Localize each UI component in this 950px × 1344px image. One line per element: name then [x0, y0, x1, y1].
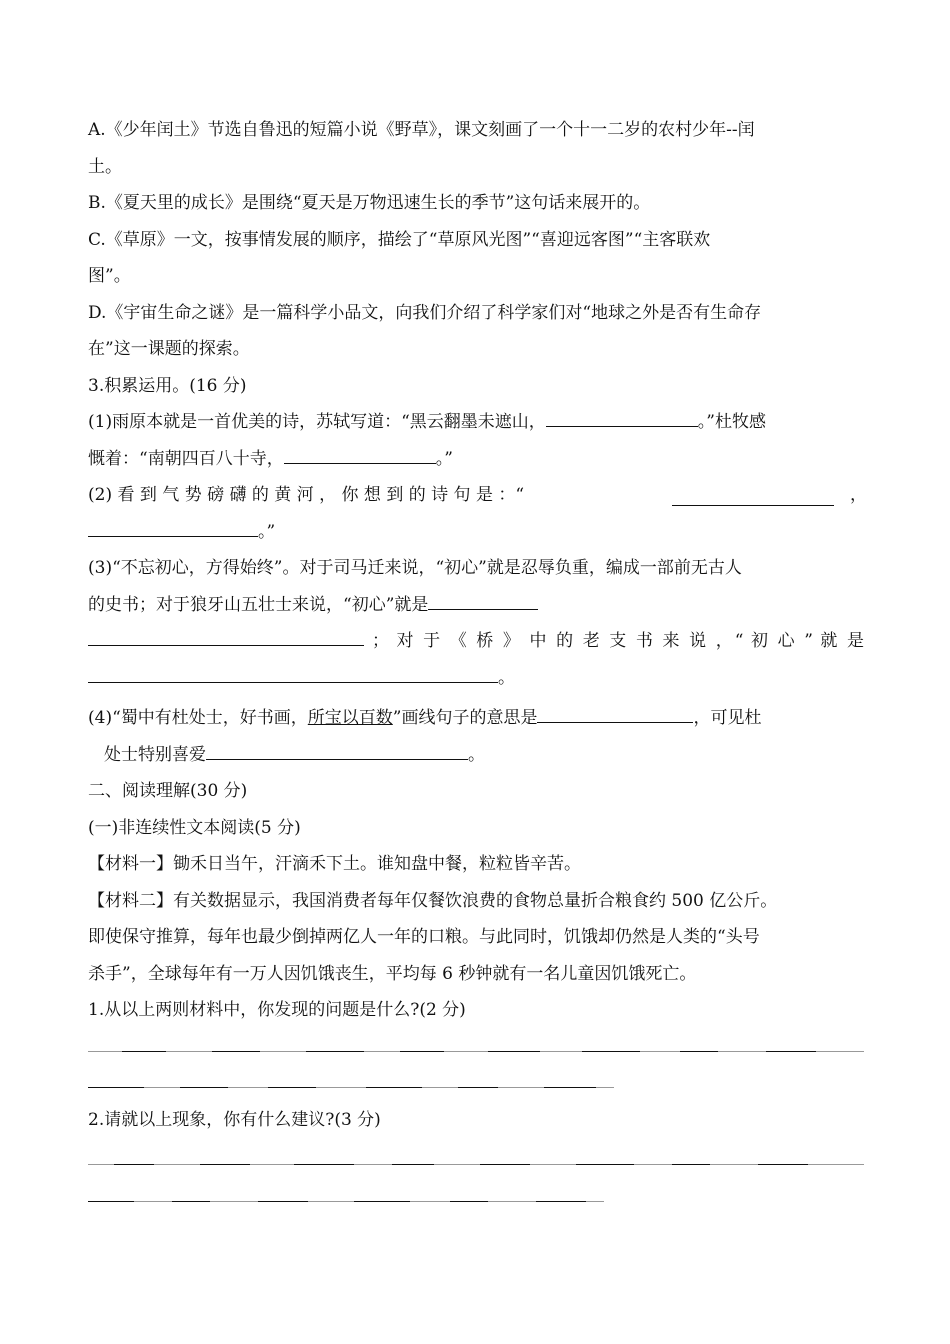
- q1-answer-seg: [400, 1051, 444, 1052]
- q2-answer-line-1[interactable]: [88, 1142, 864, 1179]
- q3-p3-line-3: [88, 623, 864, 660]
- q1-answer-seg: [458, 1087, 498, 1088]
- q2-answer-seg: [450, 1201, 488, 1202]
- q3-p4-text-b: ”画线句子的意思是: [392, 708, 538, 728]
- q3-p1-line-1: [88, 404, 864, 441]
- q3-p4-underlined-phrase: 所宝以百数: [307, 708, 393, 728]
- q3-p3-text-b: 的史书；对于狼牙山五壮士来说，“初心”就是: [88, 594, 429, 615]
- q3-p1-blank-1[interactable]: [546, 406, 698, 427]
- material-2-line-2: 即使保守推算，每年也最少倒掉两亿人一年的口粮。与此同时，饥饿却仍然是人类的“头号: [88, 927, 760, 947]
- q1-answer-seg: [122, 1051, 166, 1052]
- q3-p2-text-c: 。”: [258, 521, 276, 542]
- q2-answer-seg: [114, 1164, 154, 1165]
- question-1: 1.从以上两则材料中，你发现的问题是什么?(2 分): [88, 1000, 466, 1020]
- q3-p3-line-2: [88, 587, 864, 624]
- q3-p4-text-d: 处士特别喜爱: [104, 744, 206, 765]
- option-c-line-1: C.《草原》一文，按事情发展的顺序，描绘了“草原风光图”“喜迎远客图”“主客联欢: [88, 229, 711, 250]
- q3-p1-line-2: [88, 441, 864, 478]
- q1-answer-line-2[interactable]: [88, 1065, 864, 1102]
- q3-p3-blank-2[interactable]: [88, 625, 364, 646]
- q3-p1-text-c: 慨着：“南朝四百八十寺，: [88, 448, 284, 469]
- q3-p2-blank-2[interactable]: [88, 516, 258, 537]
- q2-answer-seg: [200, 1164, 250, 1165]
- q3-p3-blank-1[interactable]: [428, 589, 538, 610]
- q3-p2-text-b: ，: [850, 485, 867, 505]
- q3-p1-text-a: (1)雨原本就是一首优美的诗，苏轼写道：“黑云翻墨未遮山，: [88, 412, 546, 432]
- option-d-line-1: D.《宇宙生命之谜》是一篇科学小品文，向我们介绍了科学家们对“地球之外是否有生命存: [88, 302, 762, 323]
- q3-p3-line-4: [88, 660, 864, 697]
- q2-answer-seg: [392, 1164, 434, 1165]
- q3-p4-line-1: [88, 700, 864, 737]
- q1-answer-seg: [766, 1051, 816, 1052]
- q3-p1-text-b: 。”杜牧感: [697, 412, 766, 432]
- q1-answer-rule: [88, 1051, 864, 1052]
- q1-answer-seg: [366, 1087, 422, 1088]
- material-2-line-3: 杀手”，全球每年有一万人因饥饿丧生，平均每 6 秒钟就有一名儿童因饥饿死亡。: [88, 963, 697, 984]
- q2-answer-seg: [672, 1164, 710, 1165]
- q3-p2-blank-1[interactable]: [672, 485, 834, 506]
- q1-answer-seg: [88, 1087, 144, 1088]
- q2-answer-seg: [536, 1201, 586, 1202]
- q3-p2-text-a: (2) 看 到 气 势 磅 礴 的 黄 河 ， 你 想 到 的 诗 句 是 ：“: [88, 485, 525, 505]
- q3-p3-text-c: ； 对 于 《 桥 》 中 的 老 支 书 来 说 ，“ 初 心 ” 就 是: [372, 631, 864, 651]
- q1-answer-seg: [544, 1087, 596, 1088]
- q2-answer-rule: [88, 1201, 604, 1202]
- q3-p1-blank-2[interactable]: [284, 443, 436, 464]
- material-2-label: 【材料二】: [88, 890, 173, 911]
- q2-answer-line-2[interactable]: [88, 1179, 864, 1216]
- q3-title: 3.积累运用。(16 分): [88, 375, 247, 396]
- material-1: [88, 846, 864, 883]
- q3-p4-text-c: ，可见杜: [693, 708, 762, 728]
- q2-answer-seg: [758, 1164, 808, 1165]
- q2-answer-seg: [480, 1164, 530, 1165]
- question-2: 2.请就以上现象，你有什么建议?(3 分): [88, 1109, 381, 1130]
- q3-p2-line-1: [88, 477, 867, 514]
- exam-page: [88, 112, 867, 1215]
- option-a-line-1: A.《少年闰土》节选自鲁迅的短篇小说《野草》，课文刻画了一个十一二岁的农村少年--闰: [88, 120, 755, 140]
- q3-p4-blank-1[interactable]: [537, 702, 693, 723]
- q3-p3-text-d: 。: [498, 667, 515, 688]
- material-2-line-1: [88, 883, 864, 920]
- q1-answer-seg: [268, 1087, 316, 1088]
- q1-answer-seg: [306, 1051, 364, 1052]
- q3-p4-blank-2[interactable]: [206, 739, 468, 760]
- q3-p1-text-d: 。”: [435, 448, 453, 469]
- q2-answer-seg: [354, 1201, 410, 1202]
- q1-answer-seg: [212, 1051, 260, 1052]
- option-c-line-2: 图”。: [88, 266, 131, 286]
- q2-answer-seg: [88, 1201, 134, 1202]
- q1-answer-seg: [488, 1051, 540, 1052]
- q3-p4-text-a: (4)“蜀中有杜处士，好书画，: [88, 708, 308, 728]
- q3-p2-line-2: [88, 514, 864, 551]
- q1-answer-line-1[interactable]: [88, 1029, 864, 1066]
- material-1-label: 【材料一】: [88, 854, 173, 874]
- q1-answer-seg: [582, 1051, 640, 1052]
- option-d-line-2: 在”这一课题的探索。: [88, 339, 250, 359]
- section2-sub1: (一)非连续性文本阅读(5 分): [88, 817, 301, 838]
- material-2-text-1: 有关数据显示，我国消费者每年仅餐饮浪费的食物总量折合粮食约 500 亿公斤。: [173, 890, 778, 911]
- q3-p4-line-2: [88, 737, 864, 774]
- option-b-line-1: B.《夏天里的成长》是围绕“夏天是万物迅速生长的季节”这句话来展开的。: [88, 193, 651, 213]
- material-1-text: 锄禾日当午，汗滴禾下土。谁知盘中餐，粒粒皆辛苦。: [173, 854, 581, 874]
- q1-answer-seg: [680, 1051, 718, 1052]
- q3-p3-line-1: (3)“不忘初心，方得始终”。对于司马迁来说，“初心”就是忍辱负重，编成一部前无古人: [88, 558, 742, 578]
- q1-answer-rule: [88, 1087, 614, 1088]
- q2-answer-seg: [294, 1164, 354, 1165]
- q3-p4-text-e: 。: [468, 744, 485, 765]
- section2-title: 二、阅读理解(30 分): [88, 781, 248, 801]
- q2-answer-seg: [576, 1164, 634, 1165]
- option-a-line-2: 土。: [88, 156, 122, 177]
- q1-answer-seg: [180, 1087, 228, 1088]
- q3-p3-blank-3[interactable]: [88, 662, 498, 683]
- q2-answer-seg: [172, 1201, 210, 1202]
- q2-answer-seg: [258, 1201, 308, 1202]
